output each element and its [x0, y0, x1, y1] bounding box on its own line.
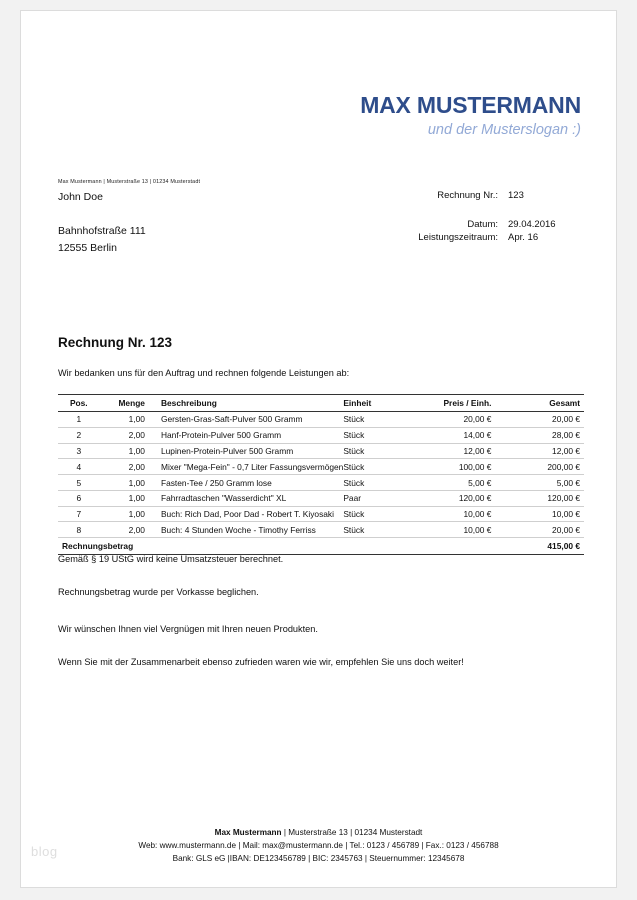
- header-gesamt: Gesamt: [491, 395, 584, 412]
- invoice-date-value: 29.04.2016: [508, 219, 556, 230]
- service-period-row: [401, 232, 588, 243]
- cell-gesamt: 20,00 €: [491, 412, 584, 428]
- invoice-meta: [401, 190, 588, 245]
- page-title: Rechnung Nr. 123: [58, 335, 173, 350]
- cell-einheit: Stück: [343, 475, 404, 491]
- cell-menge: 2,00: [96, 522, 145, 538]
- table-row: [58, 412, 584, 428]
- cell-pos: 6: [58, 490, 96, 506]
- footer-company-address: | Musterstraße 13 | 01234 Musterstadt: [281, 828, 423, 837]
- service-period-value: Apr. 16: [508, 232, 539, 243]
- cell-einheit: Stück: [343, 427, 404, 443]
- footer-line-bank: Bank: GLS eG |IBAN: DE123456789 | BIC: 2345763 | Steuernummer: 12345678: [172, 854, 465, 863]
- sender-return-address: Max Mustermann | Musterstraße 13 | 01234 Musterstadt: [58, 179, 201, 185]
- line-items-table: [58, 394, 584, 555]
- page-footer: [21, 826, 616, 865]
- cell-beschreibung: Buch: 4 Stunden Woche - Timothy Ferriss: [145, 522, 343, 538]
- recipient-address: [58, 189, 146, 257]
- cell-pos: 4: [58, 459, 96, 475]
- cell-menge: 2,00: [96, 427, 145, 443]
- cell-pos: 8: [58, 522, 96, 538]
- footer-line-company: [21, 826, 616, 839]
- cell-beschreibung: Gersten-Gras-Saft-Pulver 500 Gramm: [145, 412, 343, 428]
- header-einheit: Einheit: [343, 395, 404, 412]
- note-tax: Gemäß § 19 UStG wird keine Umsatzsteuer berechnet.: [58, 554, 284, 564]
- note-referral: Wenn Sie mit der Zusammenarbeit ebenso zufrieden waren wie wir, empfehlen Sie uns doch weiter!: [58, 657, 464, 667]
- header-menge: Menge: [96, 395, 145, 412]
- recipient-street: Bahnhofstraße 111: [58, 225, 146, 237]
- cell-preis: 100,00 €: [404, 459, 491, 475]
- invoice-date-row: [401, 219, 588, 230]
- cell-preis: 5,00 €: [404, 475, 491, 491]
- service-period-label: Leistungszeitraum:: [418, 232, 498, 243]
- company-slogan: und der Musterslogan :): [427, 122, 581, 139]
- cell-gesamt: 12,00 €: [491, 443, 584, 459]
- cell-einheit: Stück: [343, 506, 404, 522]
- total-value: 415,00 €: [491, 538, 584, 555]
- cell-einheit: Paar: [343, 490, 404, 506]
- invoice-number-row: [401, 190, 588, 201]
- cell-pos: 7: [58, 506, 96, 522]
- cell-gesamt: 200,00 €: [491, 459, 584, 475]
- letterhead: [360, 93, 581, 139]
- cell-preis: 14,00 €: [404, 427, 491, 443]
- cell-einheit: Stück: [343, 443, 404, 459]
- cell-beschreibung: Fahrradtaschen "Wasserdicht" XL: [145, 490, 343, 506]
- cell-gesamt: 28,00 €: [491, 427, 584, 443]
- cell-gesamt: 120,00 €: [491, 490, 584, 506]
- cell-pos: 2: [58, 427, 96, 443]
- table-header-row: [58, 395, 584, 412]
- footer-company-name: Max Mustermann: [214, 828, 282, 837]
- recipient-city: 12555 Berlin: [58, 242, 117, 254]
- invoice-date-label: Datum:: [467, 219, 498, 230]
- header-beschreibung: Beschreibung: [145, 395, 343, 412]
- table-row: [58, 475, 584, 491]
- cell-beschreibung: Mixer "Mega-Fein" - 0,7 Liter Fassungsvermögen: [145, 459, 343, 475]
- cell-gesamt: 10,00 €: [491, 506, 584, 522]
- table-row: [58, 443, 584, 459]
- total-row: [58, 538, 584, 555]
- cell-preis: 10,00 €: [404, 506, 491, 522]
- table-row: [58, 459, 584, 475]
- table-row: [58, 490, 584, 506]
- cell-beschreibung: Hanf-Protein-Pulver 500 Gramm: [145, 427, 343, 443]
- cell-pos: 1: [58, 412, 96, 428]
- cell-preis: 120,00 €: [404, 490, 491, 506]
- notes-block-secondary: [58, 624, 464, 690]
- cell-menge: 1,00: [96, 490, 145, 506]
- blog-watermark: blog: [31, 844, 58, 859]
- note-payment: Rechnungsbetrag wurde per Vorkasse beglichen.: [58, 587, 259, 597]
- cell-gesamt: 5,00 €: [491, 475, 584, 491]
- invoice-number-value: 123: [508, 190, 524, 201]
- cell-preis: 20,00 €: [404, 412, 491, 428]
- total-label: Rechnungsbetrag: [58, 538, 491, 555]
- cell-einheit: Stück: [343, 412, 404, 428]
- header-pos: Pos.: [58, 395, 96, 412]
- table-row: [58, 506, 584, 522]
- company-title: MAX MUSTERMANN: [360, 92, 581, 118]
- cell-menge: 1,00: [96, 506, 145, 522]
- invoice-number-label: Rechnung Nr.:: [437, 190, 498, 201]
- cell-preis: 12,00 €: [404, 443, 491, 459]
- cell-gesamt: 20,00 €: [491, 522, 584, 538]
- notes-block-primary: [58, 554, 283, 620]
- cell-beschreibung: Lupinen-Protein-Pulver 500 Gramm: [145, 443, 343, 459]
- invoice-page: [20, 10, 617, 888]
- note-enjoy: Wir wünschen Ihnen viel Vergnügen mit Ihren neuen Produkten.: [58, 624, 318, 634]
- table-row: [58, 522, 584, 538]
- cell-beschreibung: Buch: Rich Dad, Poor Dad - Robert T. Kiyosaki: [145, 506, 343, 522]
- cell-menge: 1,00: [96, 412, 145, 428]
- recipient-name: John Doe: [58, 191, 103, 203]
- cell-preis: 10,00 €: [404, 522, 491, 538]
- cell-menge: 2,00: [96, 459, 145, 475]
- footer-line-contact: Web: www.mustermann.de | Mail: max@mustermann.de | Tel.: 0123 / 456789 | Fax.: 0123 / 456788: [138, 841, 499, 850]
- header-preis: Preis / Einh.: [404, 395, 491, 412]
- cell-menge: 1,00: [96, 475, 145, 491]
- cell-beschreibung: Fasten-Tee / 250 Gramm lose: [145, 475, 343, 491]
- intro-text: Wir bedanken uns für den Auftrag und rechnen folgende Leistungen ab:: [58, 368, 350, 378]
- cell-pos: 3: [58, 443, 96, 459]
- table-row: [58, 427, 584, 443]
- address-spacer: [58, 206, 146, 223]
- cell-einheit: Stück: [343, 522, 404, 538]
- cell-pos: 5: [58, 475, 96, 491]
- cell-menge: 1,00: [96, 443, 145, 459]
- cell-einheit: Stück: [343, 459, 404, 475]
